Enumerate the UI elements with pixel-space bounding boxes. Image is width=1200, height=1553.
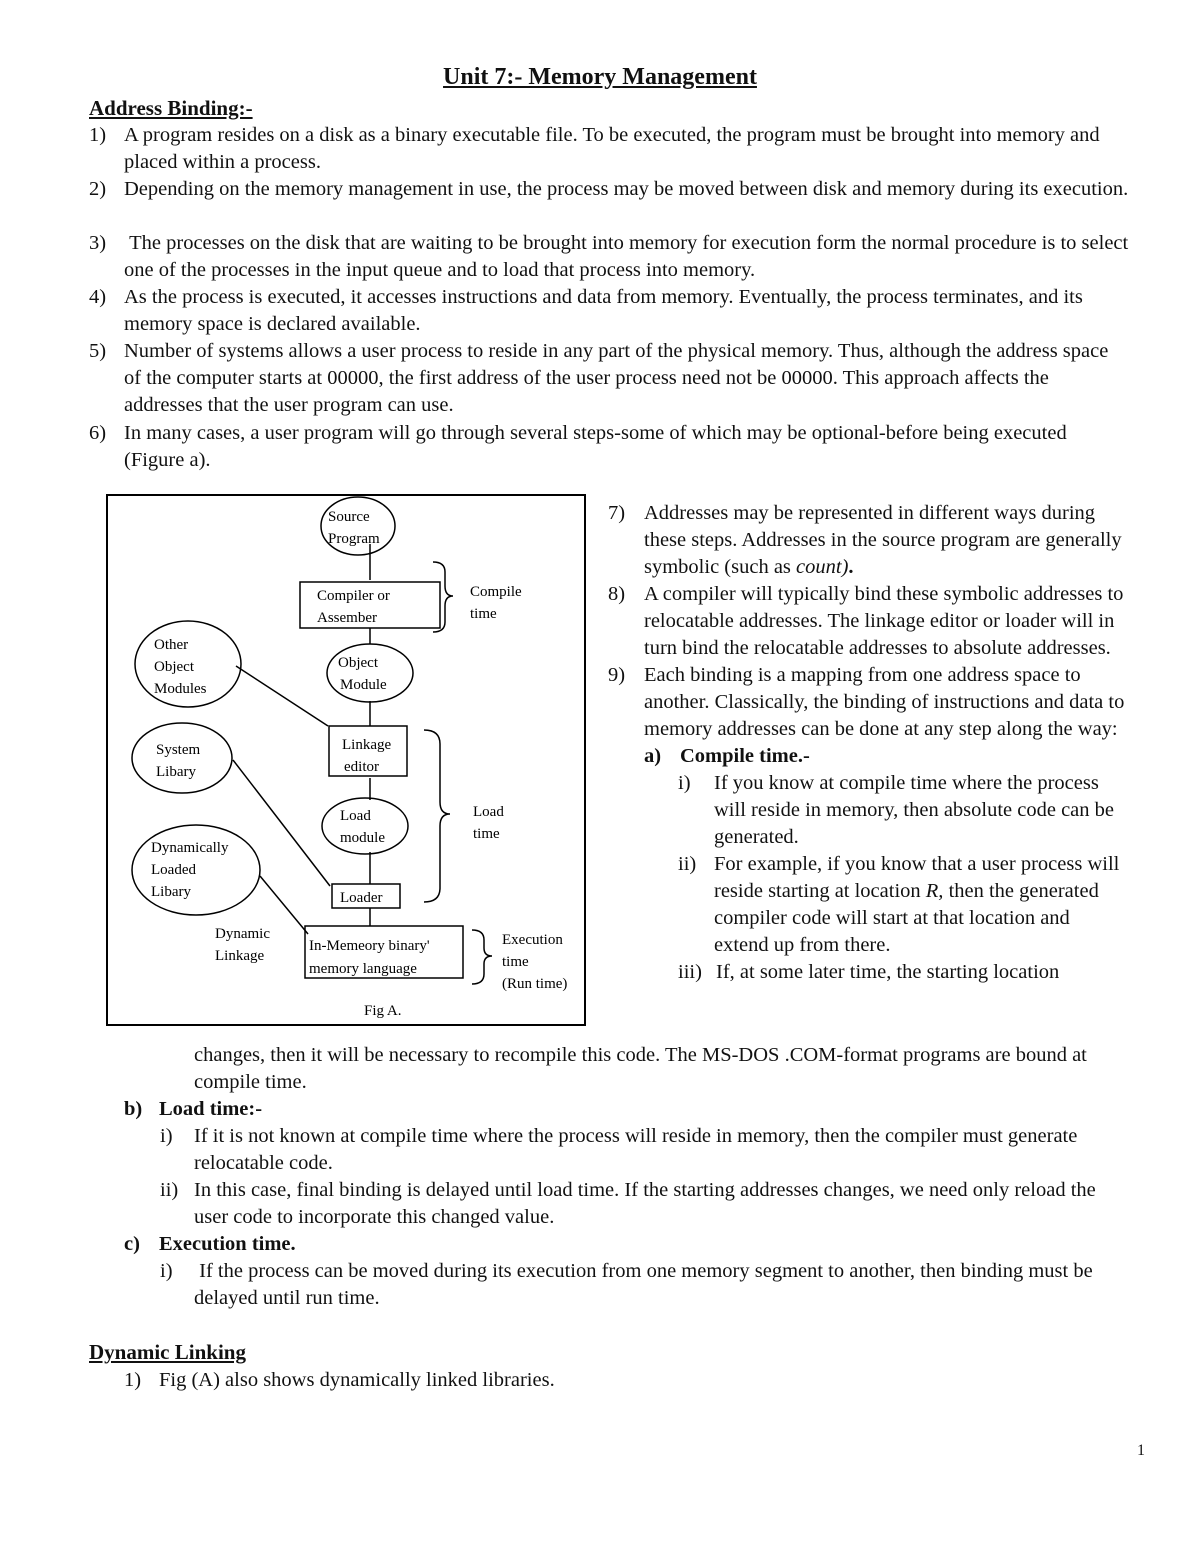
list-text: If it is not known at compile time where the process will reside in memory, then the compiler must generate relocatable code. — [194, 1125, 1078, 1174]
list-text: A compiler will typically bind these symbolic addresses to relocatable addresses. The linkage editor or loader will in turn bind the relocatable addresses to absolute addresses. — [644, 583, 1124, 659]
dynamic-linkage-label: Dynamic Linkage — [215, 926, 270, 964]
list-number: ii) — [160, 1179, 179, 1201]
list-number: i) — [160, 1260, 173, 1282]
list-number: 4) — [89, 286, 107, 308]
list-number: iii) — [678, 961, 702, 983]
list-item — [608, 662, 1128, 743]
connector-line — [236, 666, 328, 726]
list-item — [608, 581, 1128, 662]
compile-time-continuation: changes, then it will be necessary to recompile this code. The MS-DOS .COM-format programs are bound at compile time. — [194, 1044, 1087, 1093]
list-text: As the process is executed, it accesses instructions and data from memory. Eventually, the process terminates, and its memory space is declared available. — [124, 286, 1083, 335]
section-heading-address-binding: Address Binding:- — [89, 96, 253, 120]
list-text: Number of systems allows a user process to reside in any part of the physical memory. Thus, although the address space of the computer starts at 00000, the first address of the user process need not be 00000. This approach affects the addresses that the user program can use. — [124, 340, 1109, 416]
list-item — [678, 959, 1128, 986]
figure-a — [106, 494, 586, 1026]
list-item — [89, 420, 1129, 474]
in-memory-binary-label: In-Memeory binary' memory language — [309, 938, 430, 977]
object-module-ellipse — [327, 644, 413, 702]
compiler-label: Compiler or Assember — [317, 588, 390, 626]
list-number: 8) — [608, 583, 626, 605]
load-module-label: Load module — [340, 808, 385, 846]
list-item — [608, 500, 1128, 581]
list-number: 6) — [89, 422, 107, 444]
list-item — [678, 770, 1128, 851]
list-item — [89, 176, 1129, 203]
list-item — [160, 1258, 1124, 1312]
execution-time-heading: c) Execution time. — [124, 1233, 296, 1255]
list-number: 1) — [89, 124, 107, 146]
other-object-modules-label: Other Object Modules — [154, 637, 207, 697]
page-number: 1 — [1137, 1442, 1145, 1459]
list-text: In this case, final binding is delayed until load time. If the starting addresses changes, we need only reload the user code to incorporate this changed value. — [194, 1179, 1096, 1228]
linkage-editor-label: Linkage editor — [342, 737, 392, 775]
list-number: 3) — [89, 232, 107, 254]
list-text: A program resides on a disk as a binary executable file. To be executed, the program must be brought into memory and placed within a process. — [124, 124, 1100, 173]
list-text: For example, if you know that a user process will reside starting at location R, then the generated compiler code will start at that location and extend up from there. — [714, 853, 1120, 956]
list-number: 2) — [89, 178, 107, 200]
compile-time-heading: a) Compile time.- — [644, 745, 810, 767]
list-text: If the process can be moved during its execution from one memory segment to another, then binding must be delayed until run time. — [194, 1260, 1098, 1309]
list-number: i) — [160, 1125, 173, 1147]
list-item — [89, 122, 1129, 176]
page-title: Unit 7:- Memory Management — [443, 64, 757, 90]
list-item — [678, 851, 1128, 959]
section-heading-dynamic-linking: Dynamic Linking — [89, 1340, 246, 1364]
object-module-label: Object Module — [338, 655, 387, 693]
figure-caption: Fig A. — [364, 1003, 402, 1019]
compile-time-label: Compile time — [470, 584, 522, 622]
source-program-label: Source Program — [328, 509, 380, 547]
list-number: ii) — [678, 853, 697, 875]
list-text: If, at some later time, the starting location — [716, 961, 1060, 983]
list-item — [89, 338, 1129, 419]
list-text: Fig (A) also shows dynamically linked libraries. — [159, 1369, 555, 1391]
connector-line — [233, 760, 330, 886]
system-library-ellipse — [132, 723, 232, 793]
load-time-label: Load time — [473, 804, 504, 842]
list-number: 5) — [89, 340, 107, 362]
load-time-heading: b) Load time:- — [124, 1098, 263, 1120]
compile-time-brace — [433, 562, 453, 632]
list-text: Addresses may be represented in different ways during these steps. Addresses in the source program are generally symbolic (such as count). — [644, 502, 1122, 578]
figure-diagram — [108, 496, 584, 1024]
list-number: 9) — [608, 664, 626, 686]
list-item — [160, 1123, 1124, 1177]
load-time-brace — [424, 730, 450, 902]
system-library-label: System Libary — [156, 742, 201, 780]
list-item — [160, 1177, 1124, 1231]
list-text: The processes on the disk that are waiting to be brought into memory for execution form the normal procedure is to select one of the processes in the input queue and to load that process into memory. — [124, 232, 1134, 281]
loader-label: Loader — [340, 890, 383, 906]
execution-time-brace — [472, 930, 492, 984]
list-text: Each binding is a mapping from one address space to another. Classically, the binding of instructions and data to memory addresses can be done at any step along the way: — [644, 664, 1125, 740]
list-item — [89, 284, 1129, 338]
right-column — [608, 500, 1128, 986]
load-time-section — [124, 1096, 1124, 1312]
list-text: Depending on the memory management in use, the process may be moved between disk and memory during its execution. — [124, 178, 1129, 200]
list-number: 7) — [608, 502, 626, 524]
list-number: 1) — [124, 1369, 142, 1391]
list-text: If you know at compile time where the process will reside in memory, then absolute code can be generated. — [714, 772, 1115, 848]
list-text: In many cases, a user program will go through several steps-some of which may be optional-before being executed (Figure a). — [124, 422, 1067, 471]
list-number: i) — [678, 772, 691, 794]
execution-time-label: Execution time (Run time) — [502, 932, 568, 992]
dynamically-loaded-library-label: Dynamically Loaded Libary — [151, 840, 229, 900]
list-item — [89, 230, 1134, 284]
list-item — [124, 1367, 1164, 1394]
